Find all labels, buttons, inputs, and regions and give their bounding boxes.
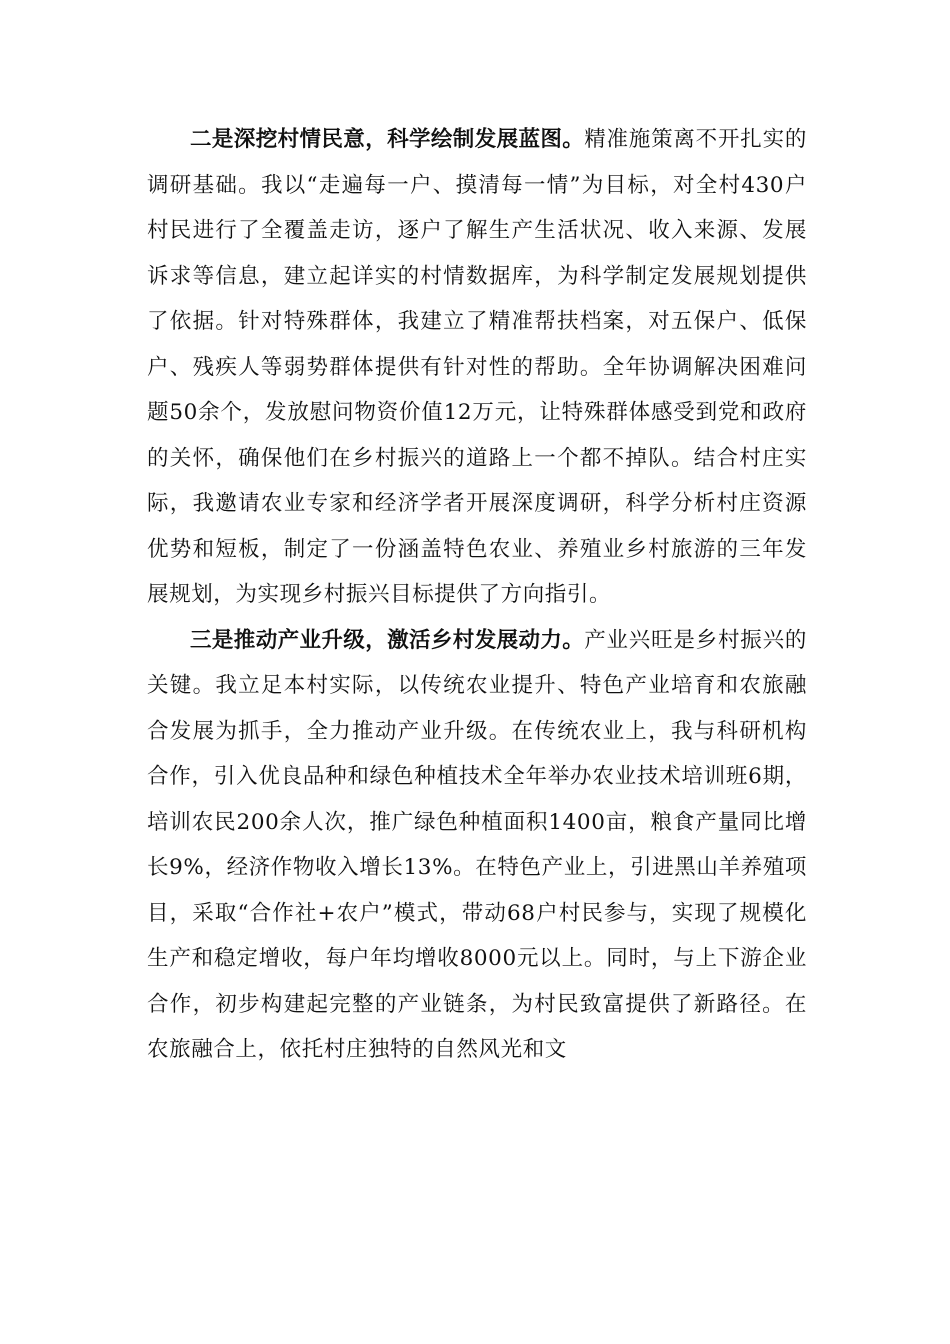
- paragraph-heading: 二是深挖村情民意，科学绘制发展蓝图。: [190, 127, 585, 152]
- paragraph-body: 产业兴旺是乡村振兴的关键。我立足本村实际，以传统农业提升、特色产业培育和农旅融合发展为抓手，全力推动产业升级。在传统农业上，我与科研机构合作，引入优良品种和绿色种植技术全年举办农业技术培训班6期，培训农民200余人次，推广绿色种植面积1400亩，粮食产量同比增长9%，经济作物收入增长13%。在特色产业上，引进黑山羊养殖项目，采取“合作社+农户”模式，带动68户村民参与，实现了规模化生产和稳定增收，每户年均增收8000元以上。同时，与上下游企业合作，初步构建起完整的产业链条，为村民致富提供了新路径。在农旅融合上，依托村庄独特的自然风光和文: [147, 627, 807, 1062]
- document-page: [147, 117, 807, 1073]
- paragraph-industry-upgrade: [147, 618, 807, 1073]
- paragraph-body: 精准施策离不开扎实的调研基础。我以“走遍每一户、摸清每一情”为目标，对全村430户村民进行了全覆盖走访，逐户了解生产生活状况、收入来源、发展诉求等信息，建立起详实的村情数据库，为科学制定发展规划提供了依据。针对特殊群体，我建立了精准帮扶档案，对五保户、低保户、残疾人等弱势群体提供有针对性的帮助。全年协调解决困难问题50余个，发放慰问物资价值12万元，让特殊群体感受到党和政府的关怀，确保他们在乡村振兴的道路上一个都不掉队。结合村庄实际，我邀请农业专家和经济学者开展深度调研，科学分析村庄资源优势和短板，制定了一份涵盖特色农业、养殖业乡村旅游的三年发展规划，为实现乡村振兴目标提供了方向指引。: [147, 127, 807, 607]
- paragraph-heading: 三是推动产业升级，激活乡村发展动力。: [190, 627, 585, 653]
- paragraph-village-survey: [147, 117, 807, 618]
